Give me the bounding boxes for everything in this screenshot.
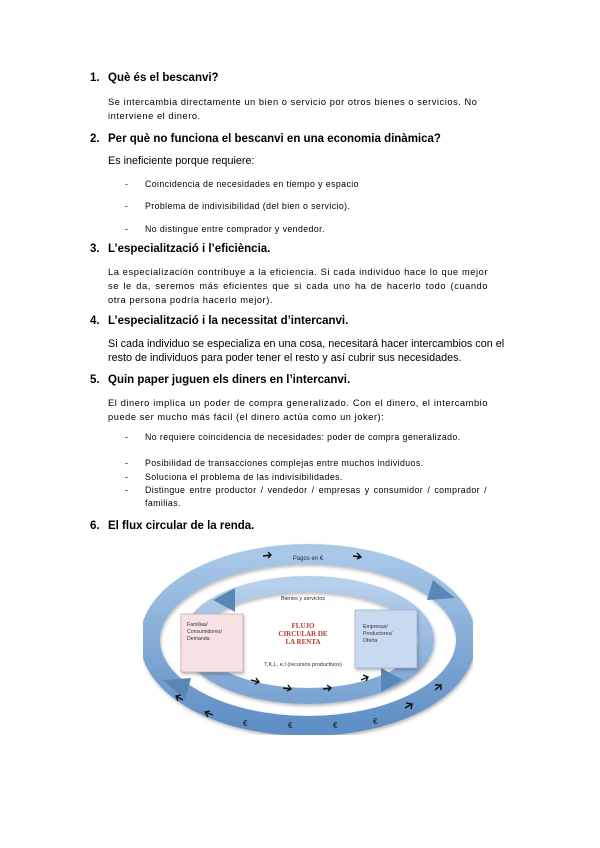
list-item-2-3 — [125, 223, 487, 236]
paragraph-5: El dinero implica un poder de compra generalizado. Con el dinero, el intercambio puede ser mucho más fácil (el dinero actúa como un joker): — [108, 398, 488, 422]
heading-5-title: Quin paper juguen els diners en l’intercanvi. — [108, 374, 351, 386]
households-label-2: Consumidores/ — [187, 629, 222, 635]
euro-symbol-2: € — [288, 721, 293, 730]
list-item-2-1 — [125, 178, 487, 191]
list-item-2-2 — [125, 200, 487, 213]
paragraph-2-intro: Es ineficiente porque requiere: — [108, 155, 255, 167]
circular-flow-diagram — [143, 540, 473, 735]
paragraph-3: La especialización contribuye a la eficiencia. Si cada individuo hace lo que mejor se le da, seremos más eficientes que si cada uno ha de hacerlo todo (cuando otra persona podría hacerlo mejor). — [108, 267, 488, 305]
list-item-5-1 — [125, 431, 487, 444]
heading-6-number: 6. — [90, 520, 100, 532]
bullet-dash: - — [125, 201, 128, 211]
payments-label: Pagos en € — [292, 556, 324, 562]
list-item-text: Problema de indivisibilidad (del bien o servicio). — [145, 201, 351, 211]
bullet-dash: - — [125, 224, 128, 234]
list-item-text: Distingue entre productor / vendedor / empresas y consumidor / comprador / familias. — [145, 485, 487, 508]
list-item-5-3 — [125, 471, 487, 484]
heading-3-title: L’especialització i l’eficiència. — [108, 243, 271, 255]
center-title-2: CIRCULAR DE — [278, 630, 328, 638]
bullet-dash: - — [125, 485, 128, 495]
bullet-dash: - — [125, 179, 128, 189]
euro-symbol-1: € — [243, 719, 248, 728]
center-title-1: FLUJO — [291, 622, 315, 630]
heading-6-title: El flux circular de la renda. — [108, 520, 255, 532]
paragraph-1: Se intercambia directamente un bien o servicio por otros bienes o servicios. No interviene el dinero. — [108, 97, 478, 121]
households-label-1: Familias/ — [187, 622, 208, 628]
list-item-text: No distingue entre comprador y vendedor. — [145, 224, 325, 234]
list-item-text: Soluciona el problema de las indivisibilidades. — [145, 472, 343, 482]
euro-symbol-3: € — [333, 721, 338, 730]
paragraph-4: Si cada individuo se especializa en una cosa, necesitará hacer intercambios con el resto de individuos para poder tener el resto y así cubrir sus necesidades. — [108, 338, 505, 364]
bullet-dash: - — [125, 472, 128, 482]
heading-6 — [90, 520, 254, 532]
bullet-dash: - — [125, 432, 128, 442]
firms-label-2: Productores/ — [363, 631, 393, 637]
heading-2 — [90, 133, 441, 145]
list-item-text: Posibilidad de transacciones complejas entre muchos individuos. — [145, 458, 424, 468]
heading-2-number: 2. — [90, 133, 100, 145]
heading-5 — [90, 374, 350, 386]
list-item-5-2 — [125, 457, 487, 470]
list-item-5-4 — [125, 484, 487, 509]
heading-1 — [90, 72, 219, 84]
households-label-3: Demanda — [187, 636, 210, 642]
heading-5-number: 5. — [90, 374, 100, 386]
resources-label: T,K,L, e,I (recursos productivos) — [264, 662, 342, 668]
heading-4 — [90, 315, 348, 327]
heading-1-title: Què és el bescanvi? — [108, 72, 219, 84]
firms-label-3: Oferta — [363, 638, 378, 644]
heading-4-title: L’especialització i la necessitat d’intercanvi. — [108, 315, 349, 327]
heading-4-number: 4. — [90, 315, 100, 327]
heading-1-number: 1. — [90, 72, 100, 84]
euro-symbol-4: € — [373, 717, 378, 726]
heading-3 — [90, 243, 270, 255]
flow-arrow — [361, 675, 368, 681]
list-item-text: No requiere coincidencia de necesidades: poder de compra generalizado. — [145, 432, 461, 442]
list-item-text: Coincidencia de necesidades en tiempo y espacio — [145, 179, 359, 189]
bullet-dash: - — [125, 458, 128, 468]
goods-label: Bienes y servicios — [280, 596, 326, 602]
center-title-3: LA RENTA — [285, 638, 321, 646]
heading-3-number: 3. — [90, 243, 100, 255]
heading-2-title: Per què no funciona el bescanvi en una economia dinàmica? — [108, 133, 441, 145]
firms-label-1: Empresas/ — [363, 624, 388, 630]
